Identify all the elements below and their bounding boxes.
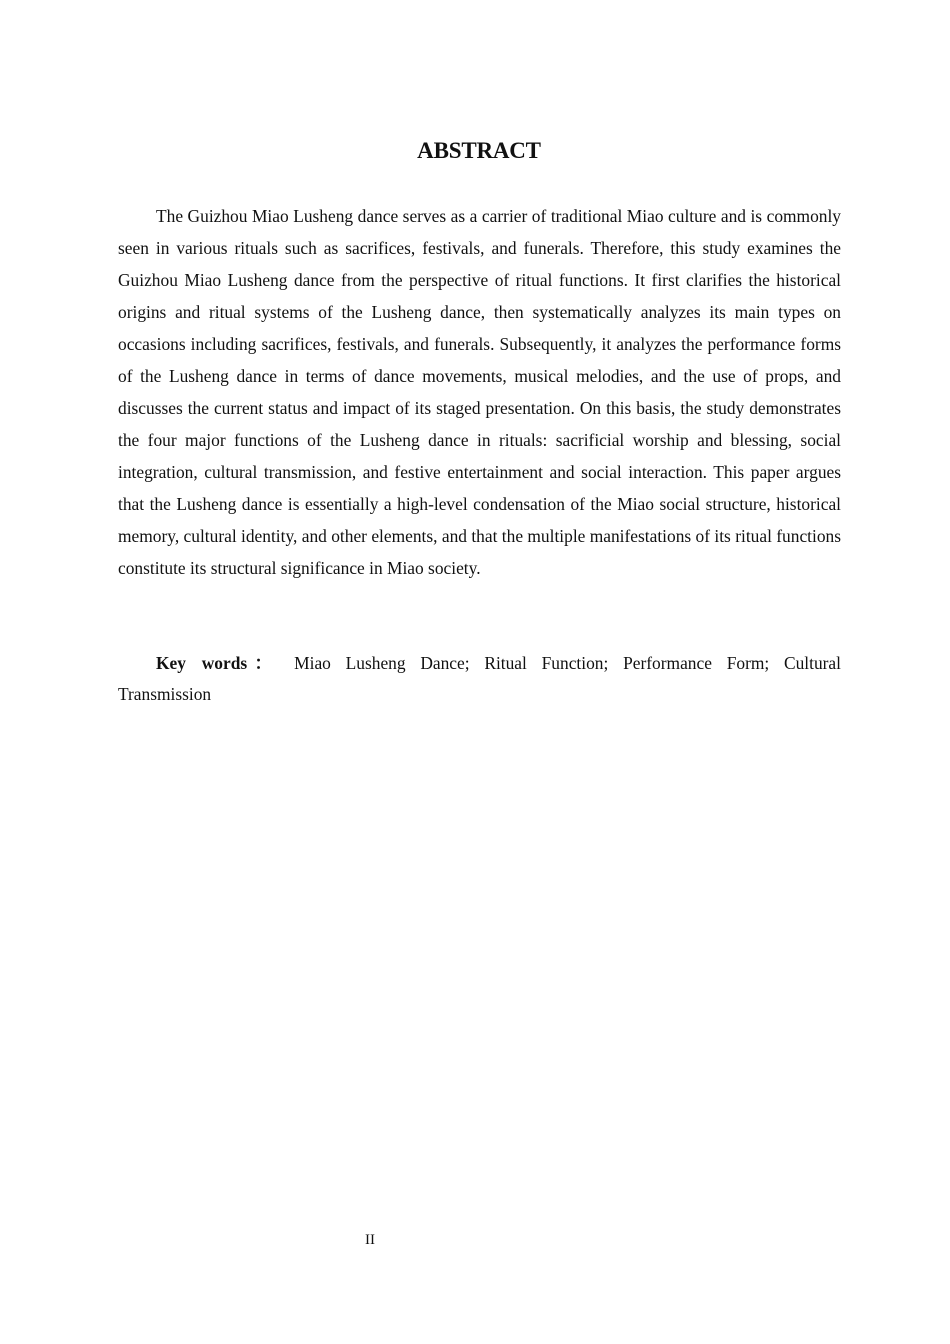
abstract-paragraph: The Guizhou Miao Lusheng dance serves as a carrier of traditional Miao culture and is commonly seen in various rituals such as sacrifices, festivals, and funerals. Therefore, this study examines the Guizhou Miao Lusheng dance from the perspective of ritual functions. It first clarifies the historical origins and ritual systems of the Lusheng dance, then systematically analyzes its main types on occasions including sacrifices, festivals, and funerals. Subsequently, it analyzes the performance forms of the Lusheng dance in terms of dance movements, musical melodies, and the use of props, and discusses the current status and impact of its staged presentation. On this basis, the study demonstrates the four major functions of the Lusheng dance in rituals: sacrificial worship and blessing, social integration, cultural transmission, and festive entertainment and social interaction. This paper argues that the Lusheng dance is essentially a high-level condensation of the Miao social structure, historical memory, cultural identity, and other elements, and that the multiple manifestations of its ritual functions constitute its structural significance in Miao society. bbox=[118, 206, 841, 578]
keywords-list: Miao Lusheng Dance; Ritual Function; Performance Form; Cultural Transmission bbox=[118, 653, 841, 704]
keywords-label: Key words： bbox=[156, 653, 280, 673]
abstract-title: ABSTRACT bbox=[417, 138, 541, 163]
page-number: II bbox=[365, 1232, 375, 1248]
keywords-paragraph bbox=[118, 648, 841, 710]
